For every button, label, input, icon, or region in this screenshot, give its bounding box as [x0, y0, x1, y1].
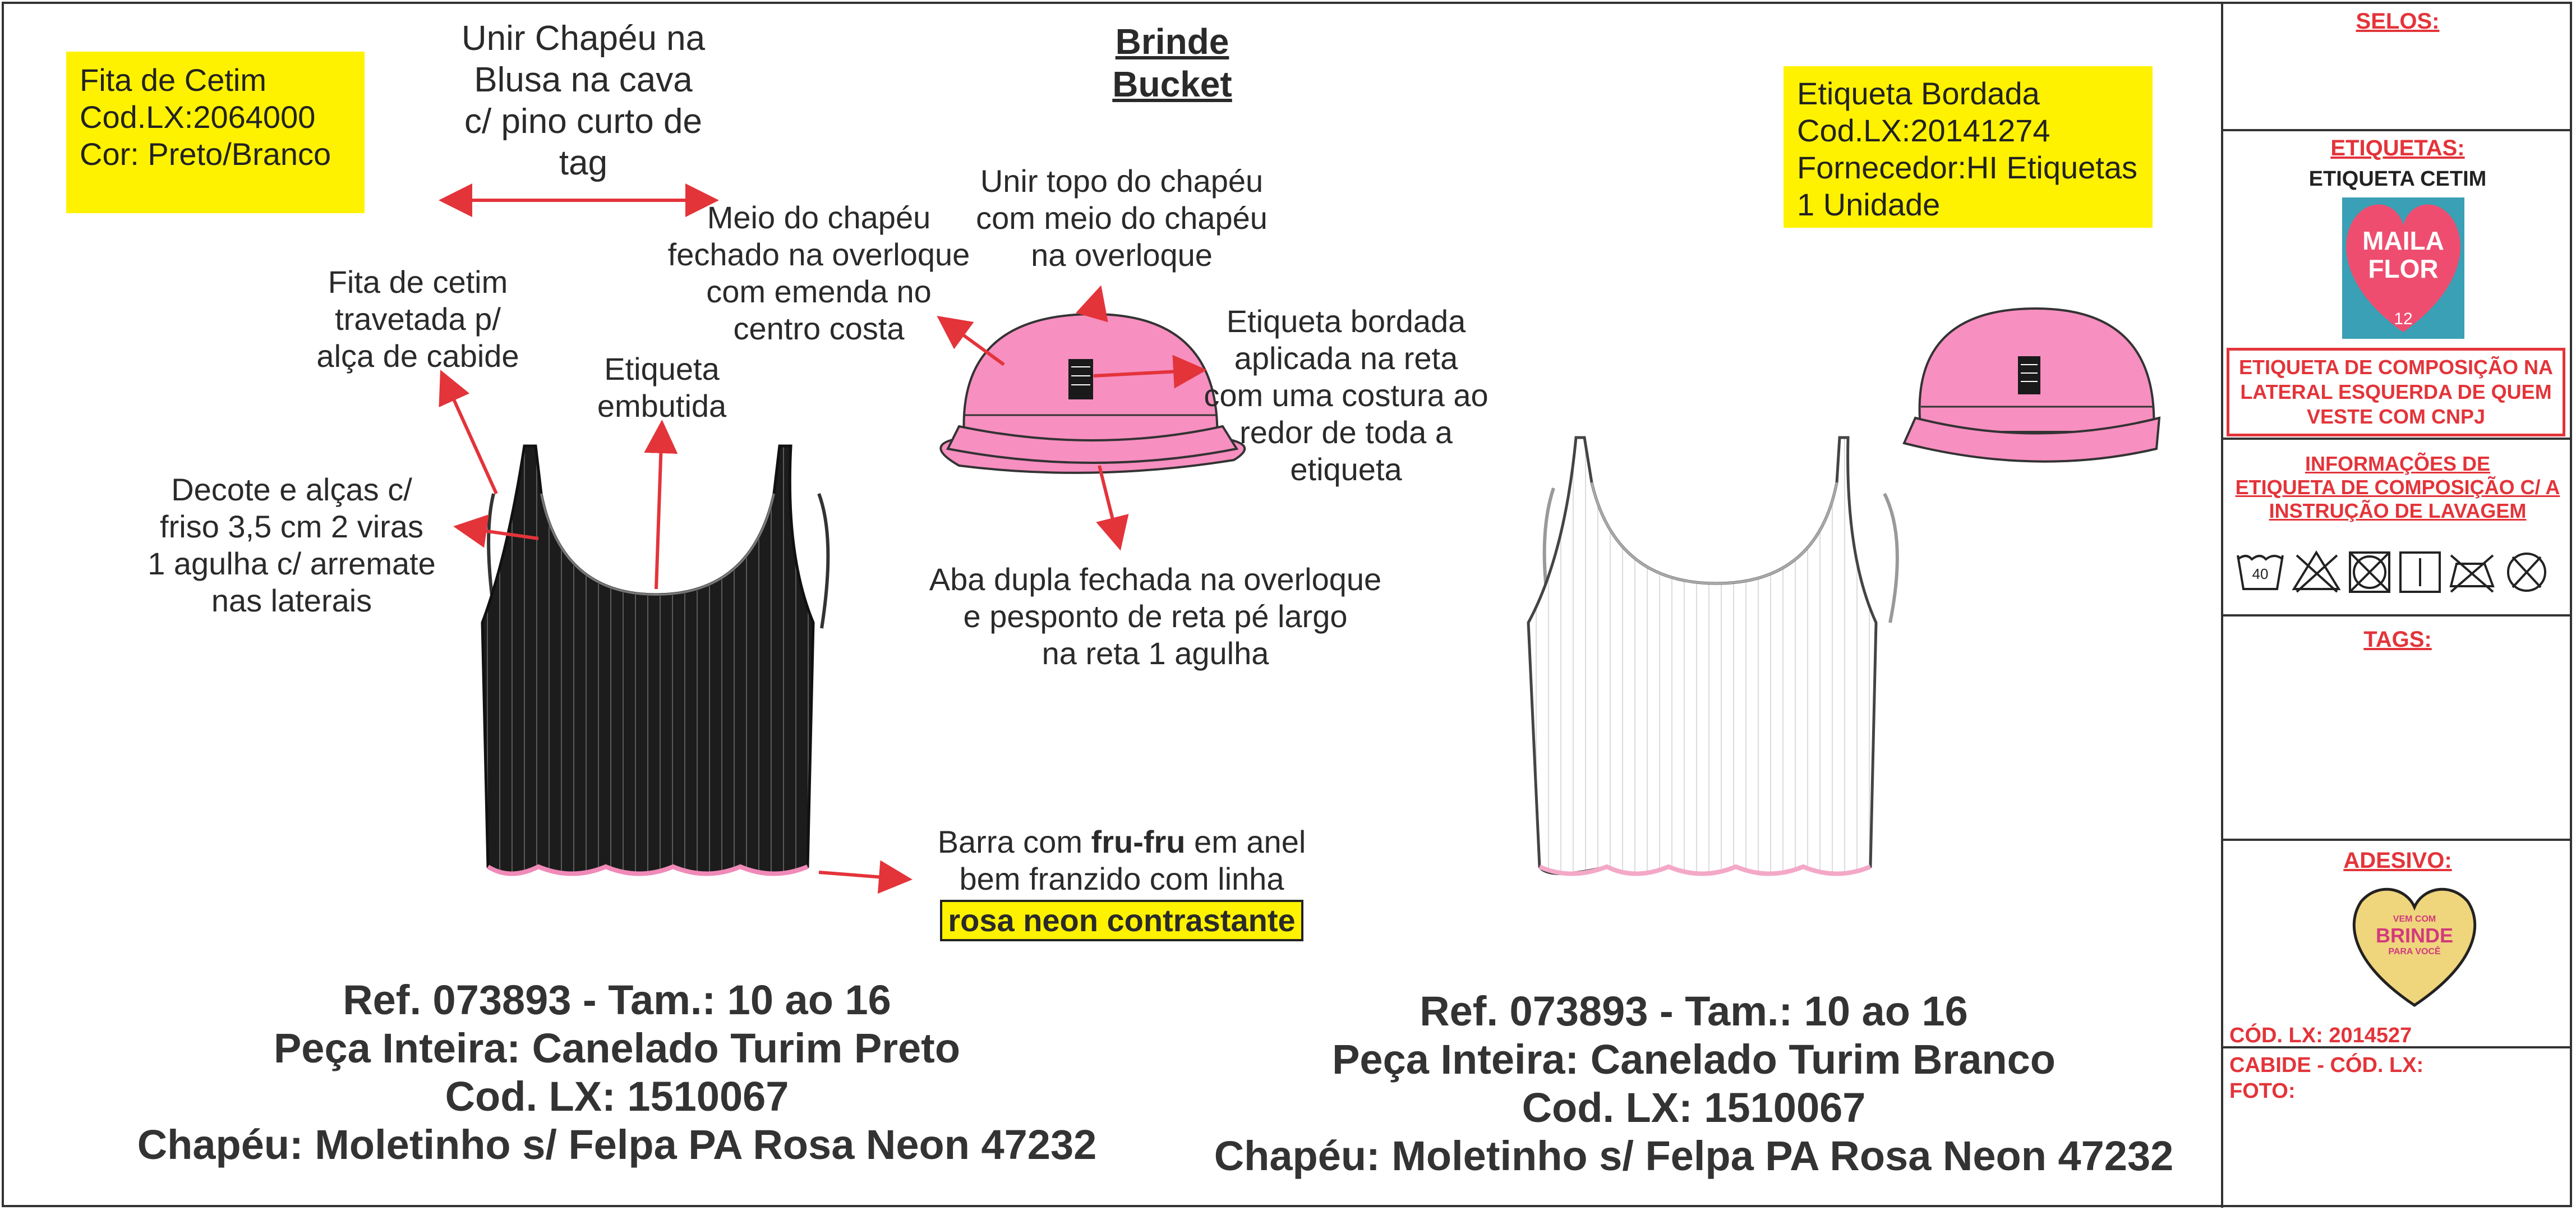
maila-flor-label [2342, 197, 2464, 339]
etiqueta-bordada-code: Cod.LX:20141274 [1797, 113, 2050, 148]
note-etiqueta-aplicada: Etiqueta bordada aplicada na reta com uma costura ao redor de toda a etiqueta [1204, 303, 1489, 487]
informacoes-text: INFORMAÇÕES DE ETIQUETA DE COMPOSIÇÃO C/ A INSTRUÇÃO DE LAVAGEM [2235, 452, 2560, 522]
sidebar-divider-4 [2223, 839, 2572, 841]
cabide-cod-lx: CABIDE - CÓD. LX: [2229, 1053, 2424, 1077]
selos-title: SELOS: [2356, 9, 2440, 34]
wash-symbols [2235, 547, 2560, 597]
no-bleach-icon [2294, 553, 2339, 592]
brinde-sticker [2344, 882, 2485, 1011]
sticker-line2: BRINDE [2375, 924, 2453, 947]
sticker-line3: PARA VOCÊ [2388, 947, 2441, 956]
note-etiqueta-embutida: Etiqueta embutida [597, 351, 727, 424]
barra-highlight: rosa neon contrastante [940, 900, 1303, 941]
note-unir-chapeu: Unir Chapéu na Blusa na cava c/ pino curto de tag [461, 19, 706, 182]
wash-temp: 40 [2252, 565, 2269, 582]
sidebar-divider-2 [2223, 438, 2572, 440]
note-aba-dupla: Aba dupla fechada na overloque e pesponto de reta pé largo na reta 1 agulha [929, 562, 1382, 671]
note-unir-topo: Unir topo do chapéu com meio do chapéu na overloque [976, 163, 1268, 273]
etiqueta-bordada-label [1784, 66, 2153, 228]
line-dry-icon [2400, 553, 2440, 592]
label-brand-line2: FLOR [2368, 254, 2439, 283]
white-top-drawing [1528, 438, 1897, 874]
adesivo-title: ADESIVO: [2343, 848, 2452, 873]
fita-cetim-color: Cor: Preto/Branco [80, 136, 331, 172]
sidebar-divider-3 [2223, 614, 2572, 616]
no-dry-clean-icon [2508, 554, 2545, 591]
note-meio-chapeu: Meio do chapéu fechado na overloque com emenda no centro costa [667, 200, 970, 346]
tags-title: TAGS: [2363, 627, 2432, 652]
sidebar-divider-1 [2223, 129, 2572, 131]
label-brand-line1: MAILA [2362, 226, 2444, 255]
fita-cetim-label [66, 52, 365, 213]
fita-cetim-code: Cod.LX:2064000 [80, 99, 316, 135]
foto-label: FOTO: [2229, 1079, 2296, 1103]
ref-block-right: Ref. 073893 - Tam.: 10 ao 16 Peça Inteira: Canelado Turim Branco Cod. LX: 1510067 Chapéu: Moletinho s/ Felpa PA Rosa Neon 47232 [1214, 988, 2174, 1179]
label-size: 12 [2394, 310, 2413, 328]
etiqueta-bordada-line1: Etiqueta Bordada [1797, 76, 2040, 111]
sticker-line1: VEM COM [2393, 914, 2436, 924]
black-top-drawing [482, 446, 828, 874]
note-barra: Barra com fru-fru em anel bem franzido com linha rosa neon contrastante [909, 823, 1335, 941]
note-brinde-bucket: Brinde Bucket [1112, 21, 1232, 104]
etiqueta-bordada-qty: 1 Unidade [1797, 187, 1941, 222]
etiquetas-title: ETIQUETAS: [2330, 136, 2465, 160]
bucket-hat-right [1904, 309, 2159, 462]
composicao-box: ETIQUETA DE COMPOSIÇÃO NA LATERAL ESQUERDA DE QUEM VESTE COM CNPJ [2227, 348, 2565, 436]
note-fita-travetada: Fita de cetim travetada p/ alça de cabide [316, 264, 519, 374]
no-iron-icon [2451, 555, 2493, 592]
ref-block-left: Ref. 073893 - Tam.: 10 ao 16 Peça Inteira: Canelado Turim Preto Cod. LX: 1510067 Chapéu: Moletinho s/ Felpa PA Rosa Neon 47232 [137, 977, 1097, 1168]
fita-cetim-line1: Fita de Cetim [80, 62, 266, 98]
etiqueta-cetim-text: ETIQUETA CETIM [2308, 167, 2487, 191]
etiqueta-bordada-supplier: Fornecedor:HI Etiquetas [1797, 150, 2137, 185]
note-decote: Decote e alças c/ friso 3,5 cm 2 viras 1 agulha c/ arremate nas laterais [148, 472, 436, 618]
adesivo-cod-lx: CÓD. LX: 2014527 [2229, 1024, 2412, 1047]
no-tumble-dry-icon [2350, 553, 2389, 592]
